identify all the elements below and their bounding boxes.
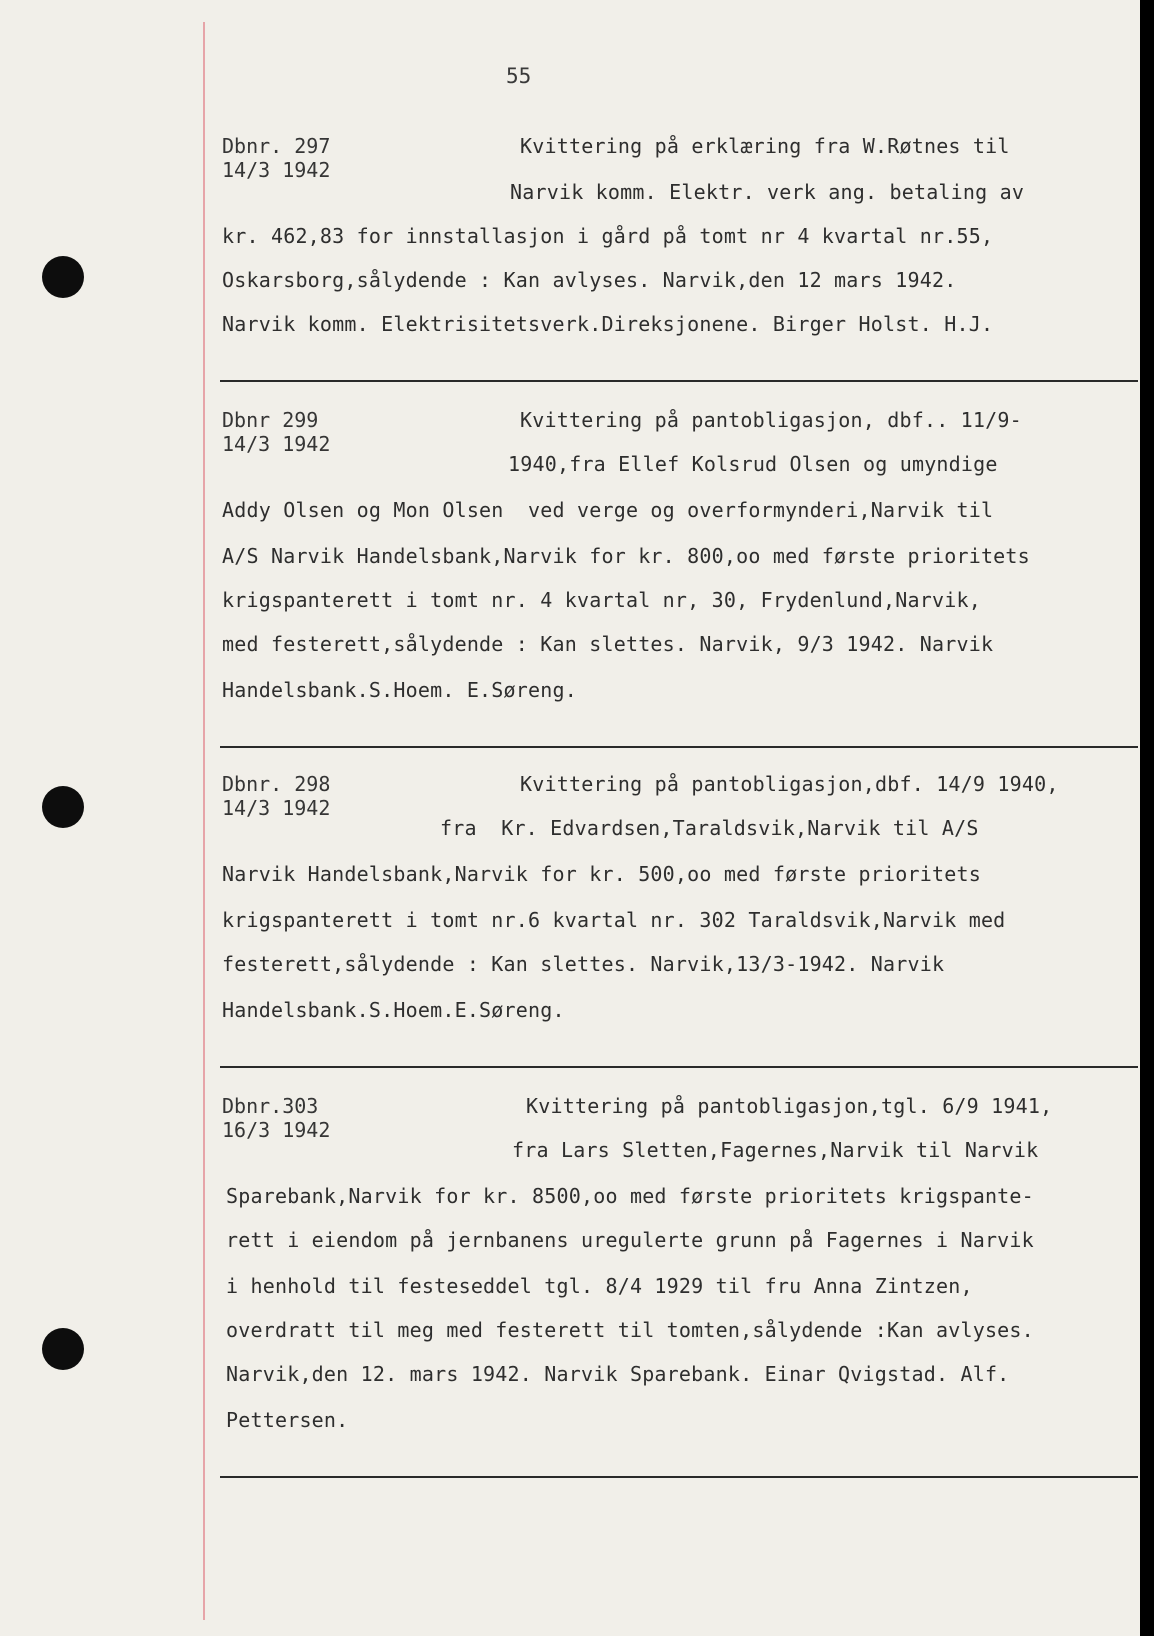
punch-hole-bottom: [42, 1328, 84, 1370]
dbnr-label: Dbnr. 297: [222, 134, 331, 158]
margin-rule: [203, 22, 205, 1620]
entry-id: [222, 772, 330, 820]
entry-line: Kvittering på erklæring fra W.Røtnes til: [520, 134, 1010, 158]
entry-line: fra Kr. Edvardsen,Taraldsvik,Narvik til A/S: [440, 816, 979, 840]
entry-line: Narvik komm. Elektr. verk ang. betaling av: [510, 180, 1025, 204]
entry-line: krigspanterett i tomt nr. 4 kvartal nr, 30, Frydenlund,Narvik,: [222, 588, 981, 612]
punch-hole-middle: [42, 786, 84, 828]
entry-line: Narvik,den 12. mars 1942. Narvik Sparebank. Einar Qvigstad. Alf.: [226, 1362, 1010, 1386]
entry-line: i henhold til festeseddel tgl. 8/4 1929 til fru Anna Zintzen,: [226, 1274, 973, 1298]
entry-line: fra Lars Sletten,Fagernes,Narvik til Narvik: [512, 1138, 1039, 1162]
entry-date: 14/3 1942: [222, 158, 331, 182]
entry-divider: [220, 380, 1138, 382]
entry-line: Handelsbank.S.Hoem.E.Søreng.: [222, 998, 565, 1022]
entry-line: med festerett,sålydende : Kan slettes. Narvik, 9/3 1942. Narvik: [222, 632, 994, 656]
dbnr-label: Dbnr 299: [222, 408, 319, 432]
dbnr-label: Dbnr.303: [222, 1094, 319, 1118]
page-number: 55: [506, 64, 532, 88]
entry-id: [222, 134, 330, 182]
entry-line: 1940,fra Ellef Kolsrud Olsen og umyndige: [508, 452, 998, 476]
entry-line: Addy Olsen og Mon Olsen ved verge og overformynderi,Narvik til: [222, 498, 994, 522]
entry-line: kr. 462,83 for innstallasjon i gård på tomt nr 4 kvartal nr.55,: [222, 224, 994, 248]
entry-line: krigspanterett i tomt nr.6 kvartal nr. 302 Taraldsvik,Narvik med: [222, 908, 1006, 932]
entry-line: Kvittering på pantobligasjon,dbf. 14/9 1940,: [520, 772, 1059, 796]
entry-divider: [220, 1066, 1138, 1068]
entry-date: 16/3 1942: [222, 1118, 331, 1142]
dbnr-label: Dbnr. 298: [222, 772, 331, 796]
entry-date: 14/3 1942: [222, 432, 331, 456]
punch-hole-top: [42, 256, 84, 298]
entry-divider: [220, 1476, 1138, 1478]
entry-line: Narvik Handelsbank,Narvik for kr. 500,oo med første prioritets: [222, 862, 981, 886]
entry-date: 14/3 1942: [222, 796, 331, 820]
entry-line: overdratt til meg med festerett til tomten,sålydende :Kan avlyses.: [226, 1318, 1034, 1342]
entry-id: [222, 1094, 330, 1142]
entry-line: Handelsbank.S.Hoem. E.Søreng.: [222, 678, 577, 702]
entry-line: Narvik komm. Elektrisitetsverk.Direksjonene. Birger Holst. H.J.: [222, 312, 994, 336]
entry-line: Pettersen.: [226, 1408, 349, 1432]
entry-line: A/S Narvik Handelsbank,Narvik for kr. 800,oo med første prioritets: [222, 544, 1030, 568]
entry-line: festerett,sålydende : Kan slettes. Narvik,13/3-1942. Narvik: [222, 952, 945, 976]
entry-line: Sparebank,Narvik for kr. 8500,oo med første prioritets krigspante-: [226, 1184, 1034, 1208]
entry-line: Kvittering på pantobligasjon, dbf.. 11/9-: [520, 408, 1022, 432]
entry-line: rett i eiendom på jernbanens uregulerte grunn på Fagernes i Narvik: [226, 1228, 1034, 1252]
entry-line: Oskarsborg,sålydende : Kan avlyses. Narvik,den 12 mars 1942.: [222, 268, 957, 292]
entry-line: Kvittering på pantobligasjon,tgl. 6/9 1941,: [526, 1094, 1053, 1118]
entry-divider: [220, 746, 1138, 748]
entry-id: [222, 408, 330, 456]
